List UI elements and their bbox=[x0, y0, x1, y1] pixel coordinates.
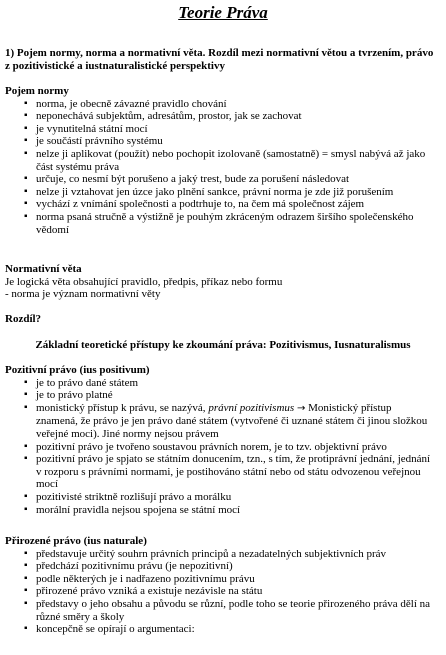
list-item: ▪ pozitivisté striktně rozlišují právo a morálku bbox=[5, 491, 435, 504]
rozdil-heading: Rozdíl? bbox=[5, 313, 42, 325]
list-item: ▪ představuje určitý souhrn právních principů a nezadatelných subjektivních práv bbox=[5, 548, 435, 561]
arrow-right-icon: → bbox=[296, 402, 306, 414]
section-pozitivni-pravo bbox=[5, 364, 435, 516]
list-item: ▪ nelze ji vztahovat jen úzce jako plnění sankce, právní norma je zde již porušením bbox=[5, 186, 435, 199]
section-heading: Normativní věta bbox=[5, 263, 82, 275]
list-item: ▪ je to právo dané státem bbox=[5, 377, 435, 390]
section-heading: Pojem normy bbox=[5, 85, 69, 97]
section-heading: Pozitivní právo (ius positivum) bbox=[5, 364, 150, 376]
bullet-list bbox=[5, 548, 435, 636]
list-item: ▪ norma, je obecně závazné pravidlo chování bbox=[5, 98, 435, 111]
list-item: ▪ přirozené právo vzniká a existuje nezávisle na státu bbox=[5, 585, 435, 598]
section-normativni-veta bbox=[5, 263, 435, 301]
list-item: ▪ je to právo platné bbox=[5, 389, 435, 402]
list-item: ▪ nelze ji aplikovat (použít) nebo pochopit izolovaně (samostatně) = smysl nabývá až jako část systému práva bbox=[5, 148, 435, 173]
list-item: ▪ je vynutitelná státní mocí bbox=[5, 123, 435, 136]
list-item bbox=[5, 402, 435, 441]
paragraph-line: - norma je význam normativní věty bbox=[5, 288, 161, 301]
bullet-list bbox=[5, 98, 435, 237]
approaches-heading: Základní teoretické přístupy ke zkoumání práva: Pozitivismus, Iusnaturalismus bbox=[35, 339, 411, 351]
list-item: ▪ pozitivní právo je tvořeno soustavou právních norem, je to tzv. objektivní právo bbox=[5, 441, 435, 454]
section-prirozene-pravo bbox=[5, 535, 435, 636]
document-title: Teorie Práva bbox=[178, 3, 268, 22]
list-item: ▪ morální pravidla nejsou spojena se státní mocí bbox=[5, 504, 435, 517]
italic-term: právní pozitivismus bbox=[208, 401, 295, 414]
list-item: ▪ koncepčně se opírají o argumentaci: bbox=[5, 623, 435, 636]
paragraph-line: Je logická věta obsahující pravidlo, předpis, příkaz nebo formu bbox=[5, 275, 283, 288]
list-item: ▪ je součástí právního systému bbox=[5, 135, 435, 148]
list-item: ▪ norma psaná stručně a výstižně je pouhým zkráceným odrazem širšího společenského vědomí bbox=[5, 211, 435, 236]
text-run: Monistický přístup znamená, že právo je jen právo dané státem (vytvořené či uznané státem či jinou složkou veřejné moci). Jiné normy nejsou právem bbox=[36, 401, 428, 440]
text-run: monistický přístup k právu, se nazývá, bbox=[36, 401, 209, 414]
list-item: ▪ představy o jeho obsahu a původu se různí, podle toho se teorie přirozeného práva dělí na různé směry a školy bbox=[5, 598, 435, 623]
list-item: ▪ vychází z vnímání společnosti a podtrhuje to, na čem má společnost zájem bbox=[5, 198, 435, 211]
section-pojem-normy bbox=[5, 85, 435, 236]
list-item: ▪ neponechává subjektům, adresátům, prostor, jak se zachovat bbox=[5, 110, 435, 123]
bullet-list bbox=[5, 377, 435, 517]
question-1-heading: 1) Pojem normy, norma a normativní věta. Rozdíl mezi normativní větou a tvrzením, právo z pozitivistické a iustnaturalistické perspektivy bbox=[5, 47, 434, 72]
list-item: ▪ pozitivní právo je spjato se státním donucením, tzn., s tím, že protiprávní jednání, jednání v rozporu s právními normami, je postihováno státní nebo od státu odvozenou veřejnou mocí bbox=[5, 453, 435, 491]
list-item: ▪ podle některých je i nadřazeno pozitivnímu právu bbox=[5, 573, 435, 586]
section-heading: Přirozené právo (ius naturale) bbox=[5, 535, 147, 547]
list-item: ▪ předchází pozitivnímu právu (je nepozitivní) bbox=[5, 560, 435, 573]
list-item: ▪ určuje, co nesmí být porušeno a jaký trest, bude za porušení následovat bbox=[5, 173, 435, 186]
